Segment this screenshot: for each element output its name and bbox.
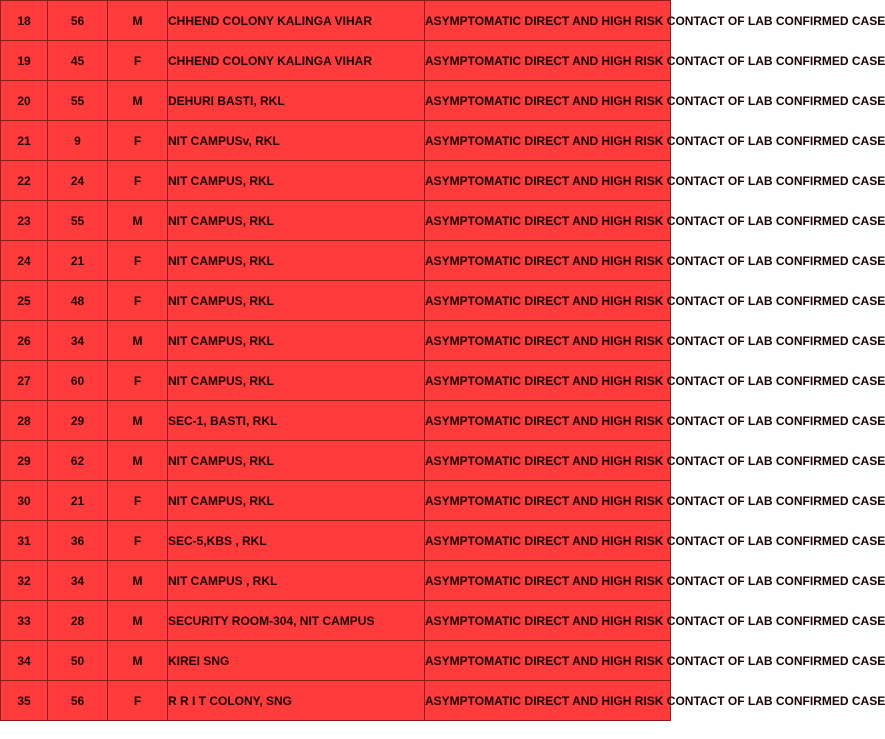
category-cell: ASYMPTOMATIC DIRECT AND HIGH RISK CONTACT OF LAB CONFIRMED CASE <box>425 1 671 41</box>
serial-number-cell: 23 <box>1 201 48 241</box>
table-row <box>1 681 671 721</box>
age-cell: 55 <box>48 81 108 121</box>
table-row <box>1 361 671 401</box>
serial-number-cell: 22 <box>1 161 48 201</box>
serial-number-cell: 20 <box>1 81 48 121</box>
address-cell: NIT CAMPUS , RKL <box>168 561 425 601</box>
age-cell: 9 <box>48 121 108 161</box>
age-cell: 28 <box>48 601 108 641</box>
sex-cell: M <box>108 641 168 681</box>
address-cell: CHHEND COLONY KALINGA VIHAR <box>168 41 425 81</box>
sex-cell: M <box>108 601 168 641</box>
serial-number-cell: 32 <box>1 561 48 601</box>
category-cell: ASYMPTOMATIC DIRECT AND HIGH RISK CONTACT OF LAB CONFIRMED CASE <box>425 321 671 361</box>
sex-cell: F <box>108 41 168 81</box>
table-row <box>1 561 671 601</box>
sex-cell: M <box>108 561 168 601</box>
serial-number-cell: 31 <box>1 521 48 561</box>
address-cell: DEHURI BASTI, RKL <box>168 81 425 121</box>
serial-number-cell: 18 <box>1 1 48 41</box>
address-cell: NIT CAMPUS, RKL <box>168 201 425 241</box>
sex-cell: F <box>108 241 168 281</box>
serial-number-cell: 35 <box>1 681 48 721</box>
table-row <box>1 161 671 201</box>
category-cell: ASYMPTOMATIC DIRECT AND HIGH RISK CONTACT OF LAB CONFIRMED CASE <box>425 121 671 161</box>
address-cell: NIT CAMPUS, RKL <box>168 361 425 401</box>
category-cell: ASYMPTOMATIC DIRECT AND HIGH RISK CONTACT OF LAB CONFIRMED CASE <box>425 361 671 401</box>
age-cell: 24 <box>48 161 108 201</box>
age-cell: 34 <box>48 561 108 601</box>
table-row <box>1 321 671 361</box>
serial-number-cell: 26 <box>1 321 48 361</box>
address-cell: KIREI SNG <box>168 641 425 681</box>
sex-cell: M <box>108 401 168 441</box>
address-cell: NIT CAMPUS, RKL <box>168 281 425 321</box>
table-row <box>1 241 671 281</box>
table-row <box>1 121 671 161</box>
address-cell: NIT CAMPUS, RKL <box>168 481 425 521</box>
category-cell: ASYMPTOMATIC DIRECT AND HIGH RISK CONTACT OF LAB CONFIRMED CASE <box>425 521 671 561</box>
table-row <box>1 81 671 121</box>
serial-number-cell: 24 <box>1 241 48 281</box>
sex-cell: F <box>108 361 168 401</box>
category-cell: ASYMPTOMATIC DIRECT AND HIGH RISK CONTACT OF LAB CONFIRMED CASE <box>425 241 671 281</box>
address-cell: NIT CAMPUS, RKL <box>168 441 425 481</box>
table-row <box>1 601 671 641</box>
age-cell: 50 <box>48 641 108 681</box>
serial-number-cell: 30 <box>1 481 48 521</box>
table-row <box>1 201 671 241</box>
sex-cell: M <box>108 441 168 481</box>
sex-cell: F <box>108 681 168 721</box>
serial-number-cell: 21 <box>1 121 48 161</box>
age-cell: 56 <box>48 681 108 721</box>
sex-cell: M <box>108 81 168 121</box>
table-row <box>1 441 671 481</box>
age-cell: 48 <box>48 281 108 321</box>
sex-cell: F <box>108 521 168 561</box>
sex-cell: M <box>108 321 168 361</box>
sex-cell: F <box>108 161 168 201</box>
address-cell: R R I T COLONY, SNG <box>168 681 425 721</box>
category-cell: ASYMPTOMATIC DIRECT AND HIGH RISK CONTACT OF LAB CONFIRMED CASE <box>425 81 671 121</box>
table-row <box>1 41 671 81</box>
table-row <box>1 1 671 41</box>
serial-number-cell: 29 <box>1 441 48 481</box>
age-cell: 34 <box>48 321 108 361</box>
address-cell: SEC-5,KBS , RKL <box>168 521 425 561</box>
category-cell: ASYMPTOMATIC DIRECT AND HIGH RISK CONTACT OF LAB CONFIRMED CASE <box>425 281 671 321</box>
address-cell: NIT CAMPUS, RKL <box>168 161 425 201</box>
age-cell: 29 <box>48 401 108 441</box>
age-cell: 56 <box>48 1 108 41</box>
sex-cell: M <box>108 201 168 241</box>
serial-number-cell: 25 <box>1 281 48 321</box>
serial-number-cell: 34 <box>1 641 48 681</box>
category-cell: ASYMPTOMATIC DIRECT AND HIGH RISK CONTACT OF LAB CONFIRMED CASE <box>425 41 671 81</box>
category-cell: ASYMPTOMATIC DIRECT AND HIGH RISK CONTACT OF LAB CONFIRMED CASE <box>425 681 671 721</box>
table-row <box>1 281 671 321</box>
serial-number-cell: 33 <box>1 601 48 641</box>
table-row <box>1 521 671 561</box>
table-row <box>1 641 671 681</box>
address-cell: SECURITY ROOM-304, NIT CAMPUS <box>168 601 425 641</box>
age-cell: 21 <box>48 241 108 281</box>
category-cell: ASYMPTOMATIC DIRECT AND HIGH RISK CONTACT OF LAB CONFIRMED CASE <box>425 641 671 681</box>
age-cell: 36 <box>48 521 108 561</box>
address-cell: NIT CAMPUS, RKL <box>168 321 425 361</box>
table-row <box>1 401 671 441</box>
category-cell: ASYMPTOMATIC DIRECT AND HIGH RISK CONTACT OF LAB CONFIRMED CASE <box>425 481 671 521</box>
table-row <box>1 481 671 521</box>
category-cell: ASYMPTOMATIC DIRECT AND HIGH RISK CONTACT OF LAB CONFIRMED CASE <box>425 561 671 601</box>
age-cell: 62 <box>48 441 108 481</box>
serial-number-cell: 19 <box>1 41 48 81</box>
category-cell: ASYMPTOMATIC DIRECT AND HIGH RISK CONTACT OF LAB CONFIRMED CASE <box>425 201 671 241</box>
category-cell: ASYMPTOMATIC DIRECT AND HIGH RISK CONTACT OF LAB CONFIRMED CASE <box>425 601 671 641</box>
patient-table-body <box>1 1 885 721</box>
serial-number-cell: 28 <box>1 401 48 441</box>
address-cell: CHHEND COLONY KALINGA VIHAR <box>168 1 425 41</box>
sex-cell: F <box>108 281 168 321</box>
age-cell: 45 <box>48 41 108 81</box>
sex-cell: F <box>108 481 168 521</box>
sex-cell: M <box>108 1 168 41</box>
age-cell: 21 <box>48 481 108 521</box>
age-cell: 55 <box>48 201 108 241</box>
category-cell: ASYMPTOMATIC DIRECT AND HIGH RISK CONTACT OF LAB CONFIRMED CASE <box>425 401 671 441</box>
category-cell: ASYMPTOMATIC DIRECT AND HIGH RISK CONTACT OF LAB CONFIRMED CASE <box>425 161 671 201</box>
address-cell: SEC-1, BASTI, RKL <box>168 401 425 441</box>
age-cell: 60 <box>48 361 108 401</box>
serial-number-cell: 27 <box>1 361 48 401</box>
category-cell: ASYMPTOMATIC DIRECT AND HIGH RISK CONTACT OF LAB CONFIRMED CASE <box>425 441 671 481</box>
sex-cell: F <box>108 121 168 161</box>
address-cell: NIT CAMPUSv, RKL <box>168 121 425 161</box>
address-cell: NIT CAMPUS, RKL <box>168 241 425 281</box>
